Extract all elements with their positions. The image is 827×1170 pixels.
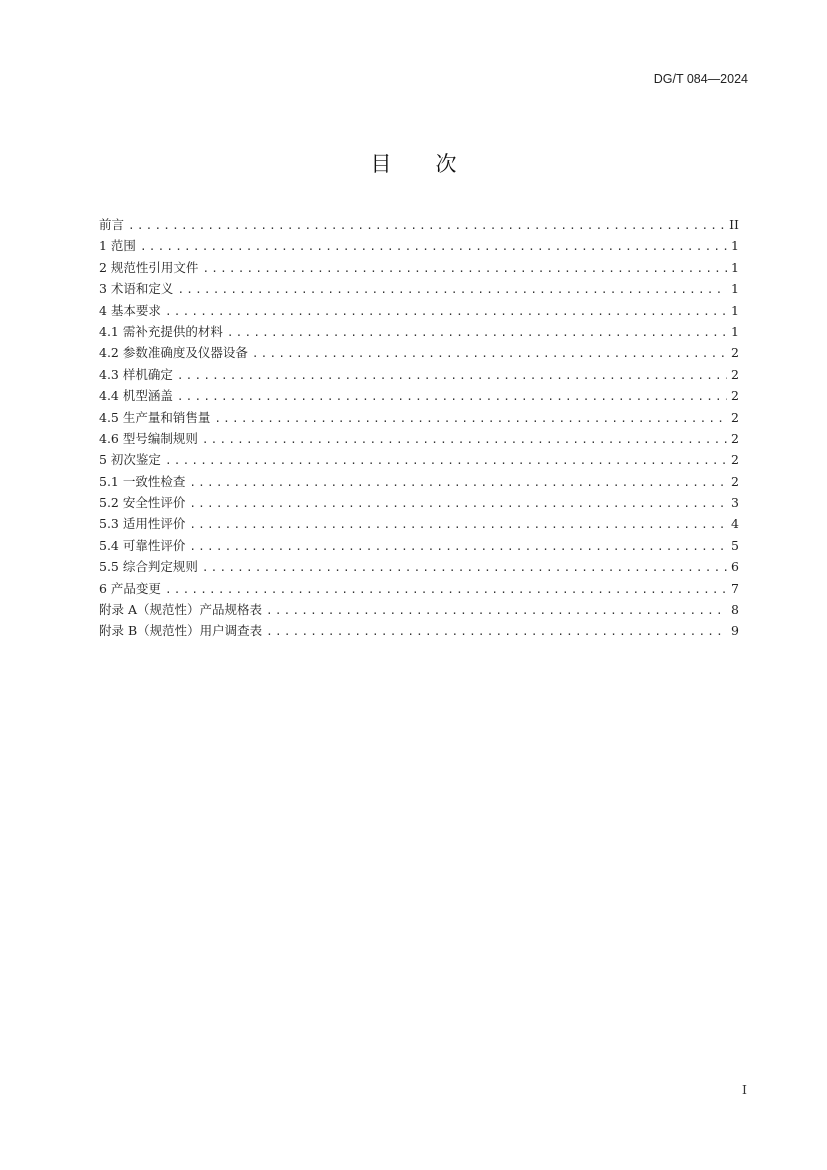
toc-entry-4-4[interactable] (99, 385, 739, 406)
page-number: I (742, 1082, 747, 1097)
toc-entry-page: 1 (731, 323, 739, 339)
toc-entry-label: 4.2 参数准确度及仪器设备 (99, 345, 248, 361)
toc-entry-page: 2 (731, 409, 739, 425)
toc-entry-page: 8 (731, 602, 739, 618)
toc-leader-dots (202, 429, 727, 449)
toc-entry-label: 5.5 综合判定规则 (99, 559, 198, 575)
toc-entry-label: 附录 A（规范性）产品规格表 (99, 602, 263, 618)
toc-entry-3[interactable] (99, 278, 739, 299)
toc-entry-page: 4 (731, 516, 739, 532)
toc-entry-page: 2 (731, 388, 739, 404)
toc-leader-dots (266, 600, 727, 620)
toc-leader-dots (189, 472, 727, 492)
toc-leader-dots (202, 557, 727, 577)
toc-leader-dots (128, 215, 725, 235)
toc-entry-5-4[interactable] (99, 535, 739, 556)
toc-entry-label: 5.4 可靠性评价 (99, 537, 186, 553)
toc-entry-label: 4.3 样机确定 (99, 366, 173, 382)
toc-entry-label: 5.3 适用性评价 (99, 516, 186, 532)
toc-entry-page: 1 (731, 238, 739, 254)
toc-leader-dots (189, 493, 727, 513)
toc-leader-dots (177, 365, 727, 385)
document-code: DG/T 084—2024 (653, 72, 748, 86)
toc-entry-label: 4.5 生产量和销售量 (99, 409, 211, 425)
toc-leader-dots (189, 514, 727, 534)
toc-leader-dots (252, 343, 727, 363)
toc-entry-appendix-a[interactable] (99, 599, 739, 620)
toc-entry-label: 前言 (99, 217, 125, 232)
toc-entry-4-6[interactable] (99, 428, 739, 449)
toc-entry-appendix-b[interactable] (99, 620, 739, 641)
table-of-contents (99, 214, 739, 642)
toc-entry-2[interactable] (99, 257, 739, 278)
toc-entry-page: 1 (731, 281, 739, 297)
toc-entry-preface[interactable] (99, 214, 739, 235)
toc-entry-page: 2 (731, 345, 739, 361)
page-title: 目次 (370, 152, 501, 176)
toc-entry-4[interactable] (99, 300, 739, 321)
toc-entry-page: 2 (731, 452, 739, 468)
toc-leader-dots (140, 236, 727, 256)
toc-entry-label: 5 初次鉴定 (99, 452, 161, 468)
toc-entry-label: 1 范围 (99, 238, 136, 254)
toc-entry-label: 4.4 机型涵盖 (99, 388, 173, 404)
toc-entry-page: 2 (731, 473, 739, 489)
toc-entry-label: 2 规范性引用文件 (99, 259, 199, 275)
toc-leader-dots (165, 450, 727, 470)
toc-entry-label: 3 术语和定义 (99, 281, 174, 297)
toc-leader-dots (189, 536, 727, 556)
toc-entry-page: II (729, 217, 739, 232)
toc-entry-label: 5.2 安全性评价 (99, 495, 186, 511)
toc-entry-label: 4.6 型号编制规则 (99, 430, 198, 446)
toc-entry-1[interactable] (99, 235, 739, 256)
toc-entry-page: 1 (731, 302, 739, 318)
toc-entry-4-3[interactable] (99, 364, 739, 385)
toc-entry-label: 6 产品变更 (99, 580, 161, 596)
toc-entry-page: 6 (731, 559, 739, 575)
toc-entry-4-5[interactable] (99, 407, 739, 428)
toc-entry-page: 2 (731, 366, 739, 382)
toc-entry-4-1[interactable] (99, 321, 739, 342)
toc-entry-5-5[interactable] (99, 556, 739, 577)
toc-entry-5-1[interactable] (99, 471, 739, 492)
toc-leader-dots (165, 579, 727, 599)
toc-entry-label: 5.1 一致性检查 (99, 473, 186, 489)
toc-entry-5[interactable] (99, 449, 739, 470)
toc-entry-6[interactable] (99, 578, 739, 599)
toc-entry-5-3[interactable] (99, 513, 739, 534)
toc-leader-dots (177, 279, 727, 299)
toc-entry-4-2[interactable] (99, 342, 739, 363)
toc-leader-dots (214, 408, 727, 428)
toc-entry-page: 7 (731, 580, 739, 596)
toc-entry-page: 2 (731, 430, 739, 446)
toc-entry-page: 3 (731, 495, 739, 511)
toc-entry-page: 9 (731, 623, 739, 639)
toc-leader-dots (177, 386, 727, 406)
toc-leader-dots (202, 258, 727, 278)
toc-entry-label: 4 基本要求 (99, 302, 161, 318)
toc-entry-5-2[interactable] (99, 492, 739, 513)
toc-entry-page: 1 (731, 259, 739, 275)
toc-leader-dots (165, 301, 727, 321)
toc-entry-label: 附录 B（规范性）用户调查表 (99, 623, 263, 639)
toc-entry-label: 4.1 需补充提供的材料 (99, 323, 223, 339)
toc-entry-page: 5 (731, 537, 739, 553)
toc-leader-dots (266, 621, 727, 641)
toc-leader-dots (227, 322, 727, 342)
